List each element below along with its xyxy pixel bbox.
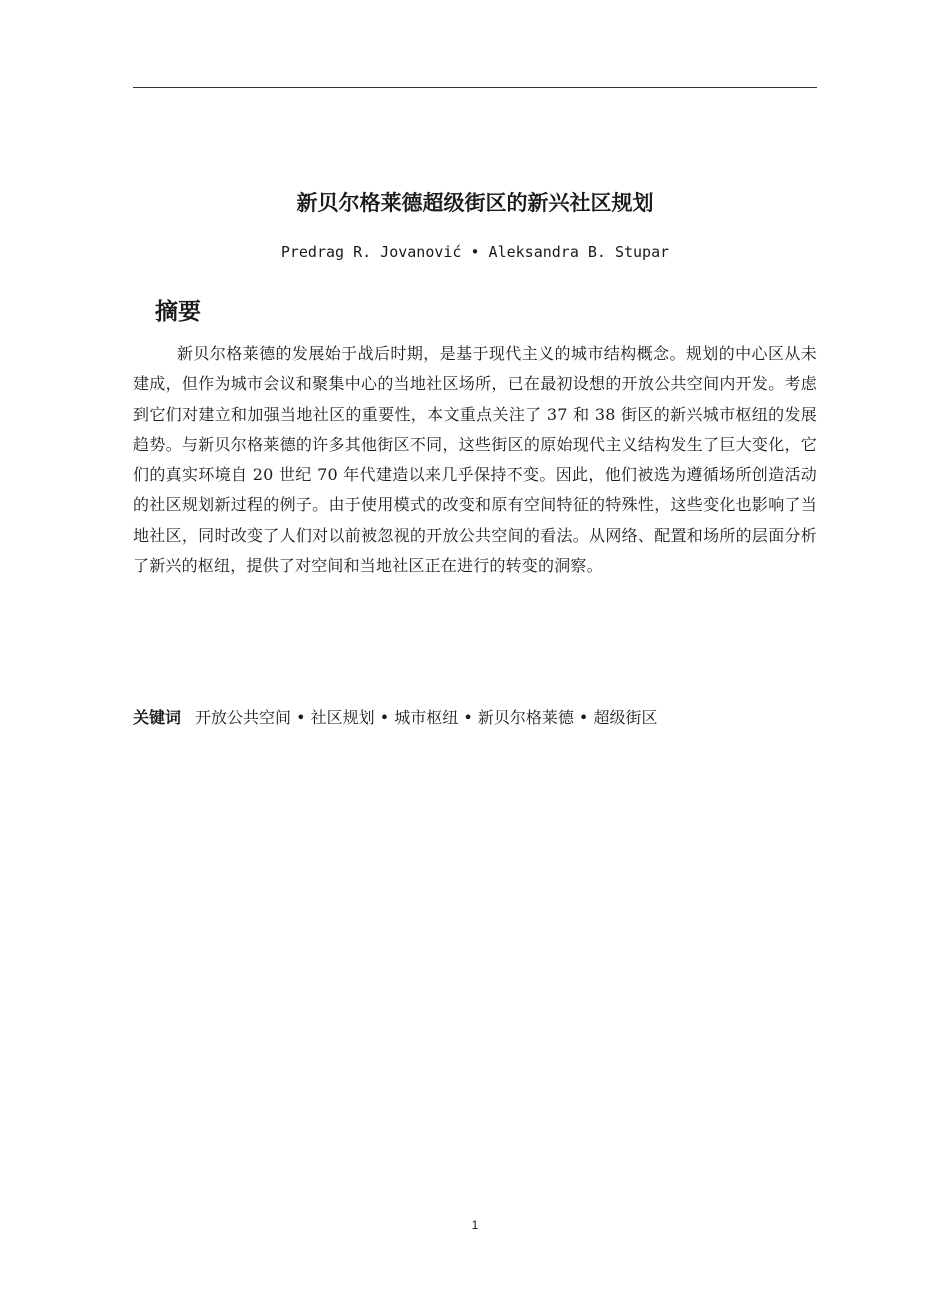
paper-title: 新贝尔格莱德超级街区的新兴社区规划 (296, 191, 654, 215)
abstract-heading: 摘要 (155, 299, 201, 325)
keywords-line (133, 704, 817, 732)
abstract-body: 新贝尔格莱德的发展始于战后时期，是基于现代主义的城市结构概念。规划的中心区从未建成，但作为城市会议和聚集中心的当地社区场所，已在最初设想的开放公共空间内开发。考虑到它们对建立和加强当地社区的重要性，本文重点关注了 37 和 38 街区的新兴城市枢纽的发展趋势。与新贝尔格莱德的许多其他街区不同，这些街区的原始现代主义结构发生了巨大变化，它们的真实环境自 20 世纪 70 年代建造以来几乎保持不变。因此，他们被选为遵循场所创造活动的社区规划新过程的例子。由于使用模式的改变和原有空间特征的特殊性，这些变化也影响了当地社区，同时改变了人们对以前被忽视的开放公共空间的看法。从网络、配置和场所的层面分析了新兴的枢纽，提供了对空间和当地社区正在进行的转变的洞察。 (133, 344, 817, 576)
keywords-list: 开放公共空间 • 社区规划 • 城市枢纽 • 新贝尔格莱德 • 超级街区 (195, 708, 658, 727)
keywords-label: 关键词 (133, 708, 182, 727)
page-number: 1 (471, 1218, 479, 1232)
author-list: Predrag R. Jovanović • Aleksandra B. Stupar (280, 243, 670, 261)
header-rule (133, 87, 817, 88)
